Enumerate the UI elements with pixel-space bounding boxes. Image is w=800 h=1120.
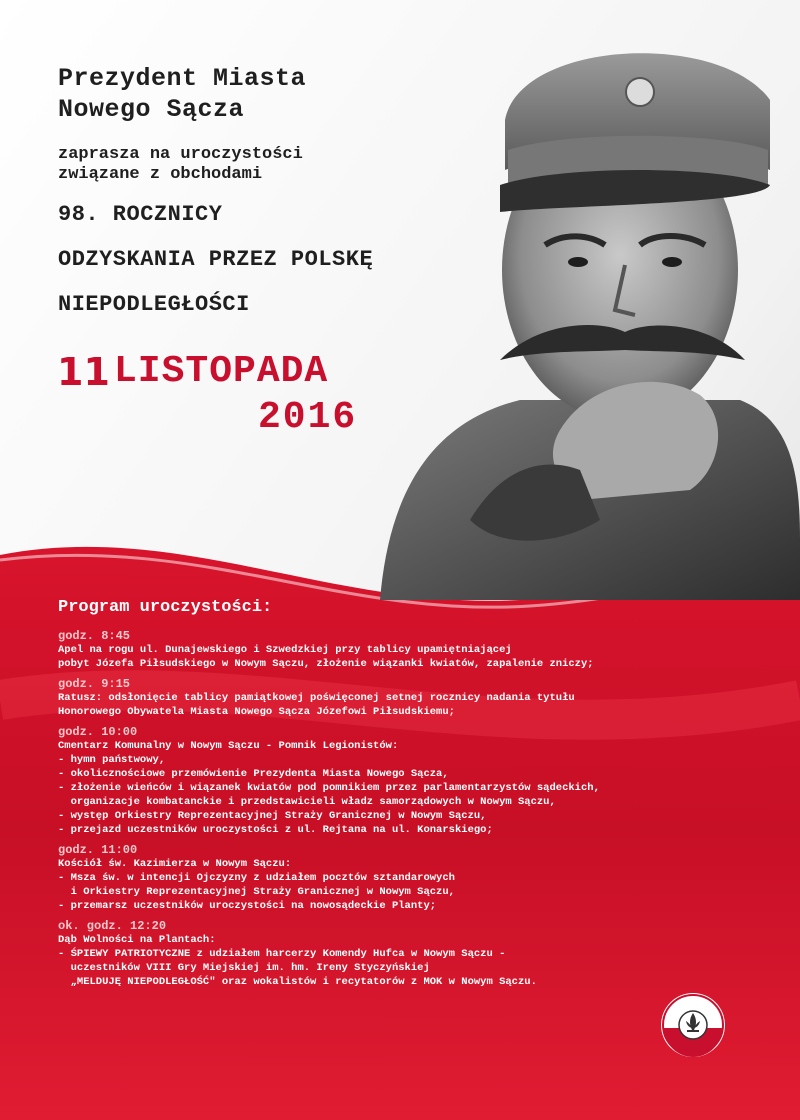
program-title: Program uroczystości:	[58, 598, 273, 617]
event-date-month: LISTOPADA	[114, 350, 329, 393]
event-date-day: 11	[57, 350, 110, 394]
host-title-line1: Prezydent Miasta	[58, 64, 307, 93]
program-time: godz. 10:00	[58, 725, 138, 739]
program-entries	[58, 629, 758, 989]
invite-text-line2: związane z obchodami	[58, 165, 263, 184]
program-text-line: pobyt Józefa Piłsudskiego w Nowym Sączu, złożenie wiązanki kwiatów, zapalenie zniczy;	[58, 658, 594, 670]
host-title-line2: Nowego Sącza	[58, 95, 245, 124]
program-time: godz. 9:15	[58, 677, 131, 691]
program-time: godz. 11:00	[58, 843, 138, 857]
anniversary-line2: ODZYSKANIA PRZEZ POLSKĘ	[58, 247, 374, 272]
program-text-line: Honorowego Obywatela Miasta Nowego Sącza Józefowi Piłsudskiemu;	[58, 706, 455, 718]
program-text-line: Ratusz: odsłonięcie tablicy pamiątkowej poświęconej setnej rocznicy nadania tytułu	[58, 692, 575, 704]
program-text-line: uczestników VIII Gry Miejskiej im. hm. Ireny Styczyńskiej	[58, 962, 430, 974]
program-text-line: Cmentarz Komunalny w Nowym Sączu - Pomnik Legionistów:	[58, 740, 399, 752]
program-text-line: - Msza św. w intencji Ojczyzny z udziałem pocztów sztandarowych	[58, 872, 455, 884]
program-text-line: - ŚPIEWY PATRIOTYCZNE z udziałem harcerzy Komendy Hufca w Nowym Sączu -	[58, 948, 506, 960]
program-section	[58, 598, 758, 995]
program-text-line: i Orkiestry Reprezentacyjnej Straży Granicznej w Nowym Sączu,	[58, 886, 455, 898]
program-text-line: Dąb Wolności na Plantach:	[58, 934, 216, 946]
program-text-line: - okolicznościowe przemówienie Prezydenta Miasta Nowego Sącza,	[58, 768, 449, 780]
program-text-line: Kościół św. Kazimierza w Nowym Sączu:	[58, 858, 292, 870]
program-text-line: - występ Orkiestry Reprezentacyjnej Straży Granicznej w Nowym Sączu,	[58, 810, 487, 822]
program-text-line: - złożenie wieńców i wiązanek kwiatów pod pomnikiem przez parlamentarzystów sądeckich,	[58, 782, 600, 794]
program-text-line: - przemarsz uczestników uroczystości na nowosądeckie Planty;	[58, 900, 437, 912]
program-time: godz. 8:45	[58, 629, 131, 643]
program-text-line: - przejazd uczestników uroczystości z ul. Rejtana na ul. Konarskiego;	[58, 824, 493, 836]
anniversary-line3: NIEPODLEGŁOŚCI	[58, 292, 250, 317]
scout-lily-emblem-icon	[660, 992, 726, 1058]
program-text-line: organizacje kombatanckie i przedstawicieli władz samorządowych w Nowym Sączu,	[58, 796, 556, 808]
program-time: ok. godz. 12:20	[58, 919, 167, 933]
invite-text-line1: zaprasza na uroczystości	[58, 145, 303, 164]
program-text-line: Apel na rogu ul. Dunajewskiego i Szwedzkiej przy tablicy upamiętniającej	[58, 644, 512, 656]
program-text-line: „MELDUJĘ NIEPODLEGŁOŚĆ" oraz wokalistów i recytatorów z MOK w Nowym Sączu.	[58, 976, 537, 988]
program-text-line: - hymn państwowy,	[58, 754, 166, 766]
anniversary-line1: 98. ROCZNICY	[58, 202, 223, 227]
event-date-year: 2016	[258, 396, 358, 439]
